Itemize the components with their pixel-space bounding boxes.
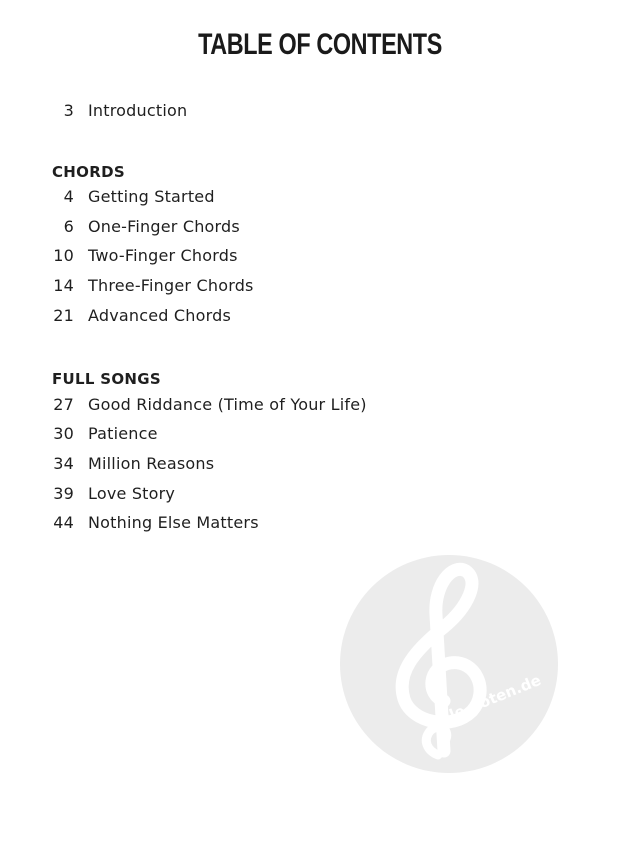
section-heading-chords: CHORDS xyxy=(52,162,125,181)
toc-entry-label: Nothing Else Matters xyxy=(88,513,259,533)
toc-page-number: 34 xyxy=(53,453,74,473)
toc-entry xyxy=(52,217,472,247)
watermark-text: alle-noten.de xyxy=(432,670,544,730)
table-of-contents xyxy=(52,98,472,543)
toc-entry-label: One-Finger Chords xyxy=(88,216,240,236)
toc-entry xyxy=(52,484,472,514)
treble-clef-icon xyxy=(340,555,558,773)
toc-entry xyxy=(52,424,472,454)
toc-entry xyxy=(52,306,472,336)
toc-entry xyxy=(52,454,472,484)
toc-page-number: 6 xyxy=(63,216,74,236)
toc-page-number: 27 xyxy=(53,394,74,414)
toc-entry xyxy=(52,513,472,543)
toc-page-number: 14 xyxy=(53,275,74,295)
toc-entry xyxy=(52,246,472,276)
toc-entry xyxy=(52,395,472,425)
toc-entry-label: Two-Finger Chords xyxy=(88,246,238,266)
toc-entry-label: Love Story xyxy=(88,483,176,503)
toc-entry-label: Million Reasons xyxy=(88,453,215,473)
watermark-logo xyxy=(340,555,558,773)
toc-page-number: 3 xyxy=(63,101,74,120)
toc-entry-label: Advanced Chords xyxy=(88,305,232,325)
toc-page-number: 4 xyxy=(63,187,74,207)
toc-entry-label: Good Riddance (Time of Your Life) xyxy=(88,394,367,414)
toc-entry-label: Introduction xyxy=(88,101,188,120)
toc-entry xyxy=(52,187,472,217)
toc-entry-label: Patience xyxy=(88,424,158,444)
toc-page-number: 10 xyxy=(53,246,74,266)
toc-entry-label: Getting Started xyxy=(88,187,215,207)
toc-entry xyxy=(52,276,472,306)
toc-page-number: 44 xyxy=(53,513,74,533)
toc-entry-label: Three-Finger Chords xyxy=(88,275,254,295)
section-heading-full-songs: FULL SONGS xyxy=(52,370,161,389)
toc-page-number: 30 xyxy=(53,424,74,444)
page-title: TABLE OF CONTENTS xyxy=(198,28,442,61)
toc-page-number: 39 xyxy=(53,483,74,503)
toc-page-number: 21 xyxy=(53,305,74,325)
toc-entry-introduction xyxy=(52,98,472,128)
